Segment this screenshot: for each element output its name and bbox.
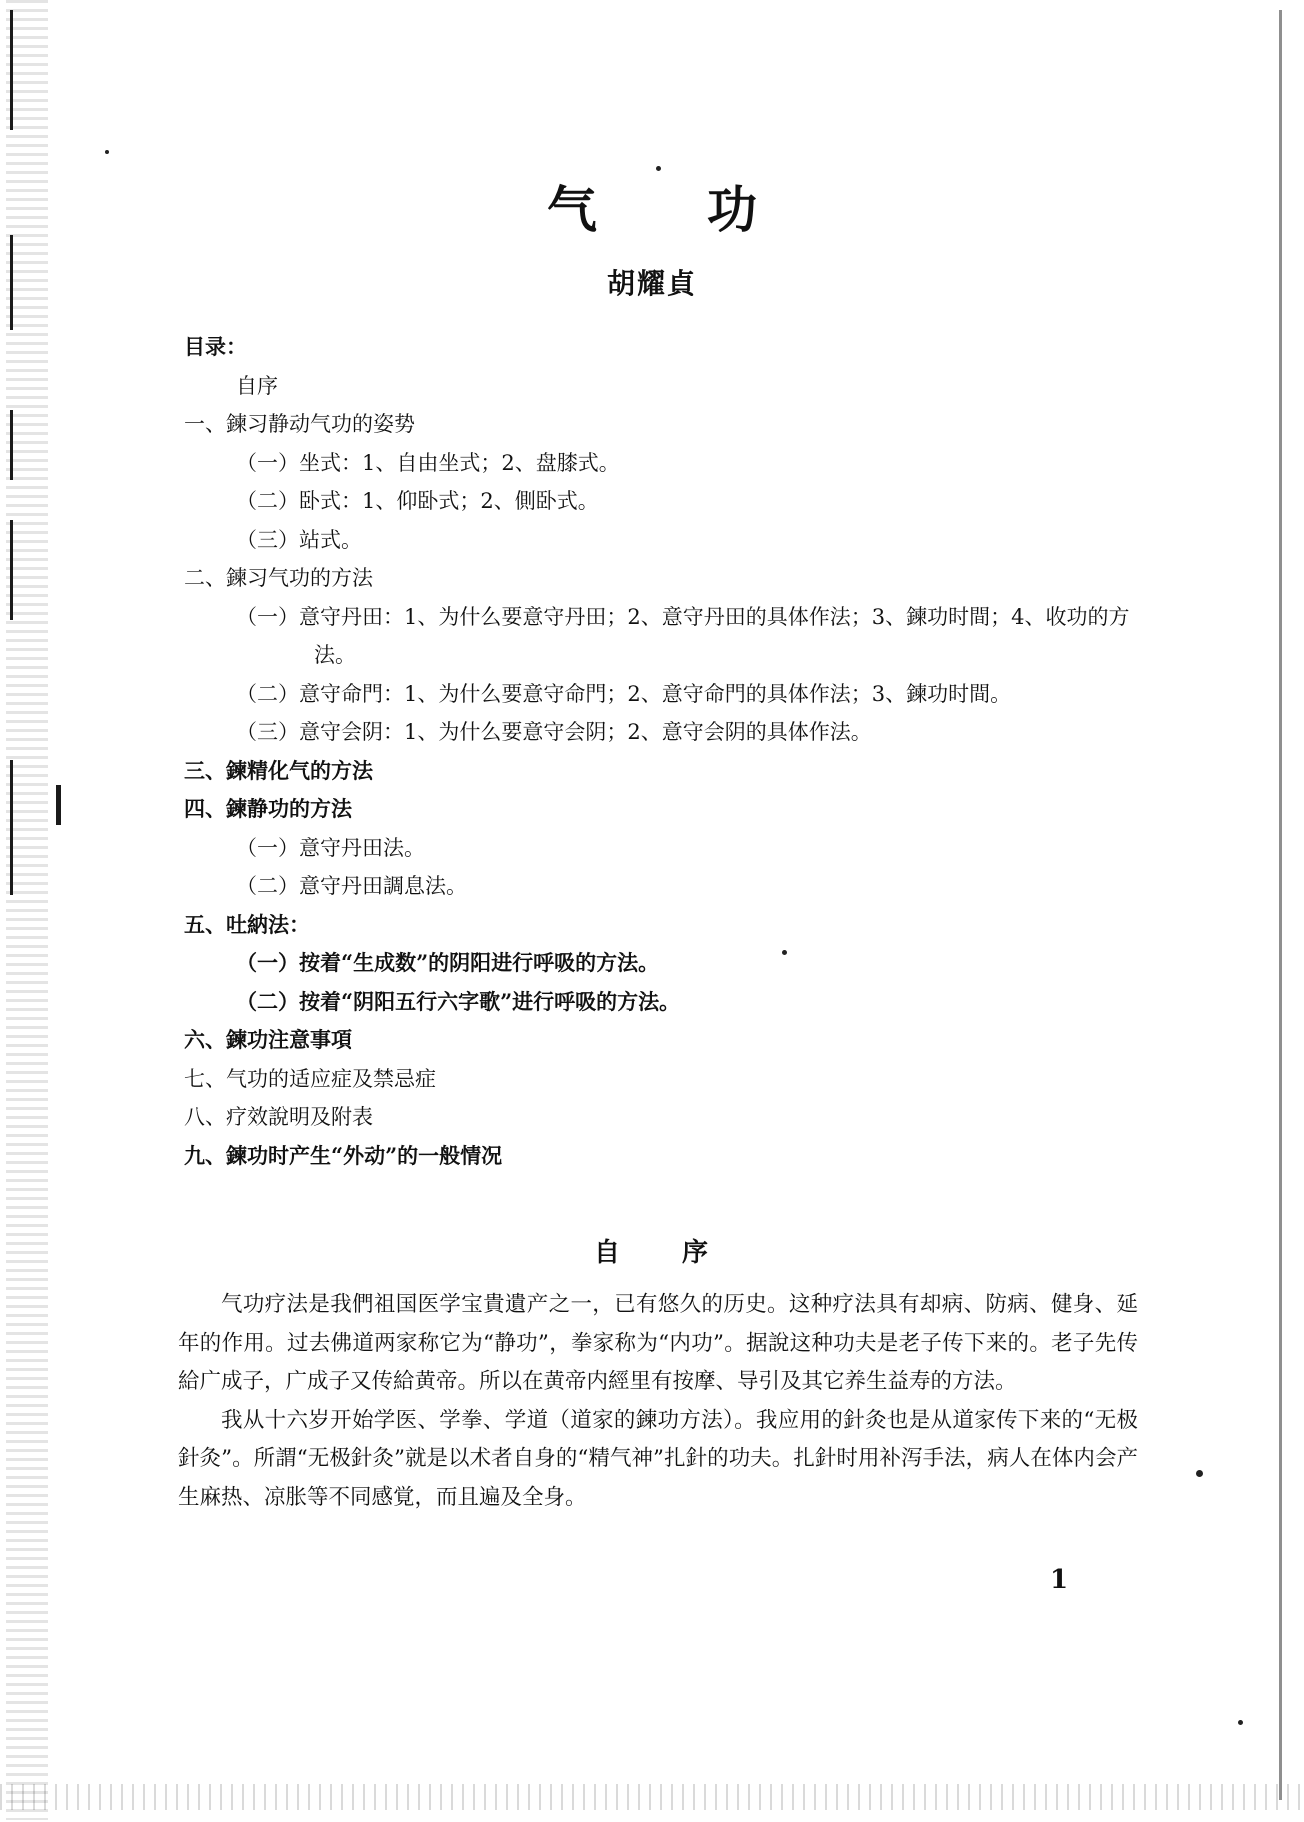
toc-subitem: （二）卧式：1、仰卧式；2、側卧式。 <box>236 489 599 513</box>
preface-title-char: 序 <box>682 1238 711 1268</box>
paragraph: 气功疗法是我們祖国医学宝貴遺产之一，已有悠久的历史。这种疗法具有却病、防病、健身、延年的作用。过去佛道两家称它为“静功”，拳家称为“内功”。据說这种功夫是老子传下来的。老子先传給广成子，广成子又传給黄帝。所以在黄帝内經里有按摩、导引及其它养生益寿的方法。 <box>178 1292 1138 1394</box>
preface-title <box>0 1232 1304 1269</box>
toc-subitem-text: （一）意守丹田：1、为什么要意守丹田；2、意守丹田的具体作法；3、鍊功时間；4、收功的方法。 <box>236 604 1130 667</box>
toc-section: 九、鍊功时产生“外动”的一般情况 <box>184 1142 503 1168</box>
title-char: 气 <box>547 181 597 239</box>
toc-section: 七、气功的适应症及禁忌症 <box>184 1066 436 1091</box>
scan-streak <box>10 520 13 620</box>
toc-subitem: （一）坐式：1、自由坐式；2、盘膝式。 <box>236 450 620 475</box>
scan-speck <box>1238 1720 1243 1725</box>
toc-section: 一、鍊习静动气功的姿势 <box>184 412 415 436</box>
toc-subitem: （二）按着“阴阳五行六字歌”进行呼吸的方法。 <box>236 988 681 1014</box>
scan-streak <box>10 410 13 480</box>
toc-subitem-text: （二）意守命門：1、为什么要意守命門；2、意守命門的具体作法；3、鍊功时間。 <box>236 681 1012 706</box>
scan-edge-bottom <box>0 1784 1304 1810</box>
scan-streak <box>10 760 13 895</box>
toc-subitem: （一）意守丹田法。 <box>236 835 425 860</box>
toc-subitem: （一）按着“生成数”的阴阳进行呼吸的方法。 <box>236 950 660 975</box>
scan-speck <box>1196 1470 1203 1477</box>
title-char: 功 <box>707 181 757 239</box>
toc-subitem: （三）意守会阴：1、为什么要意守会阴；2、意守会阴的具体作法。 <box>236 720 872 744</box>
toc-section: 三、鍊精化气的方法 <box>184 757 373 783</box>
toc-subitem <box>184 598 1144 675</box>
preface-title-char: 自 <box>593 1238 622 1268</box>
toc-section: 二、鍊习气功的方法 <box>184 566 373 590</box>
table-of-contents <box>184 328 1144 1175</box>
page-number: 1 <box>1050 1565 1069 1595</box>
preface-body <box>178 1286 1138 1517</box>
scan-speck <box>105 150 109 154</box>
toc-heading: 目录： <box>184 334 247 359</box>
toc-section: 六、鍊功注意事項 <box>184 1027 352 1052</box>
paragraph: 我从十六岁开始学医、学拳、学道（道家的鍊功方法）。我应用的針灸也是从道家传下来的“无极針灸”。所謂“无极針灸”就是以术者自身的“精气神”扎針的功夫。扎針时用补泻手法，病人在体内会产生麻热、凉胀等不同感覚，而且遍及全身。 <box>178 1407 1138 1510</box>
document-title <box>0 170 1304 242</box>
toc-subitem: （二）意守丹田調息法。 <box>236 874 467 898</box>
toc-section: 八、疗效說明及附表 <box>184 1105 373 1129</box>
toc-preface-item: 自序 <box>236 373 278 398</box>
author-name: 胡耀貞 <box>606 267 697 300</box>
toc-section: 四、鍊静功的方法 <box>184 796 352 821</box>
toc-subitem <box>184 675 1144 714</box>
scan-streak <box>56 785 61 825</box>
scan-streak <box>10 10 13 130</box>
toc-subitem: （三）站式。 <box>236 527 362 552</box>
toc-section: 五、吐納法： <box>184 911 310 937</box>
